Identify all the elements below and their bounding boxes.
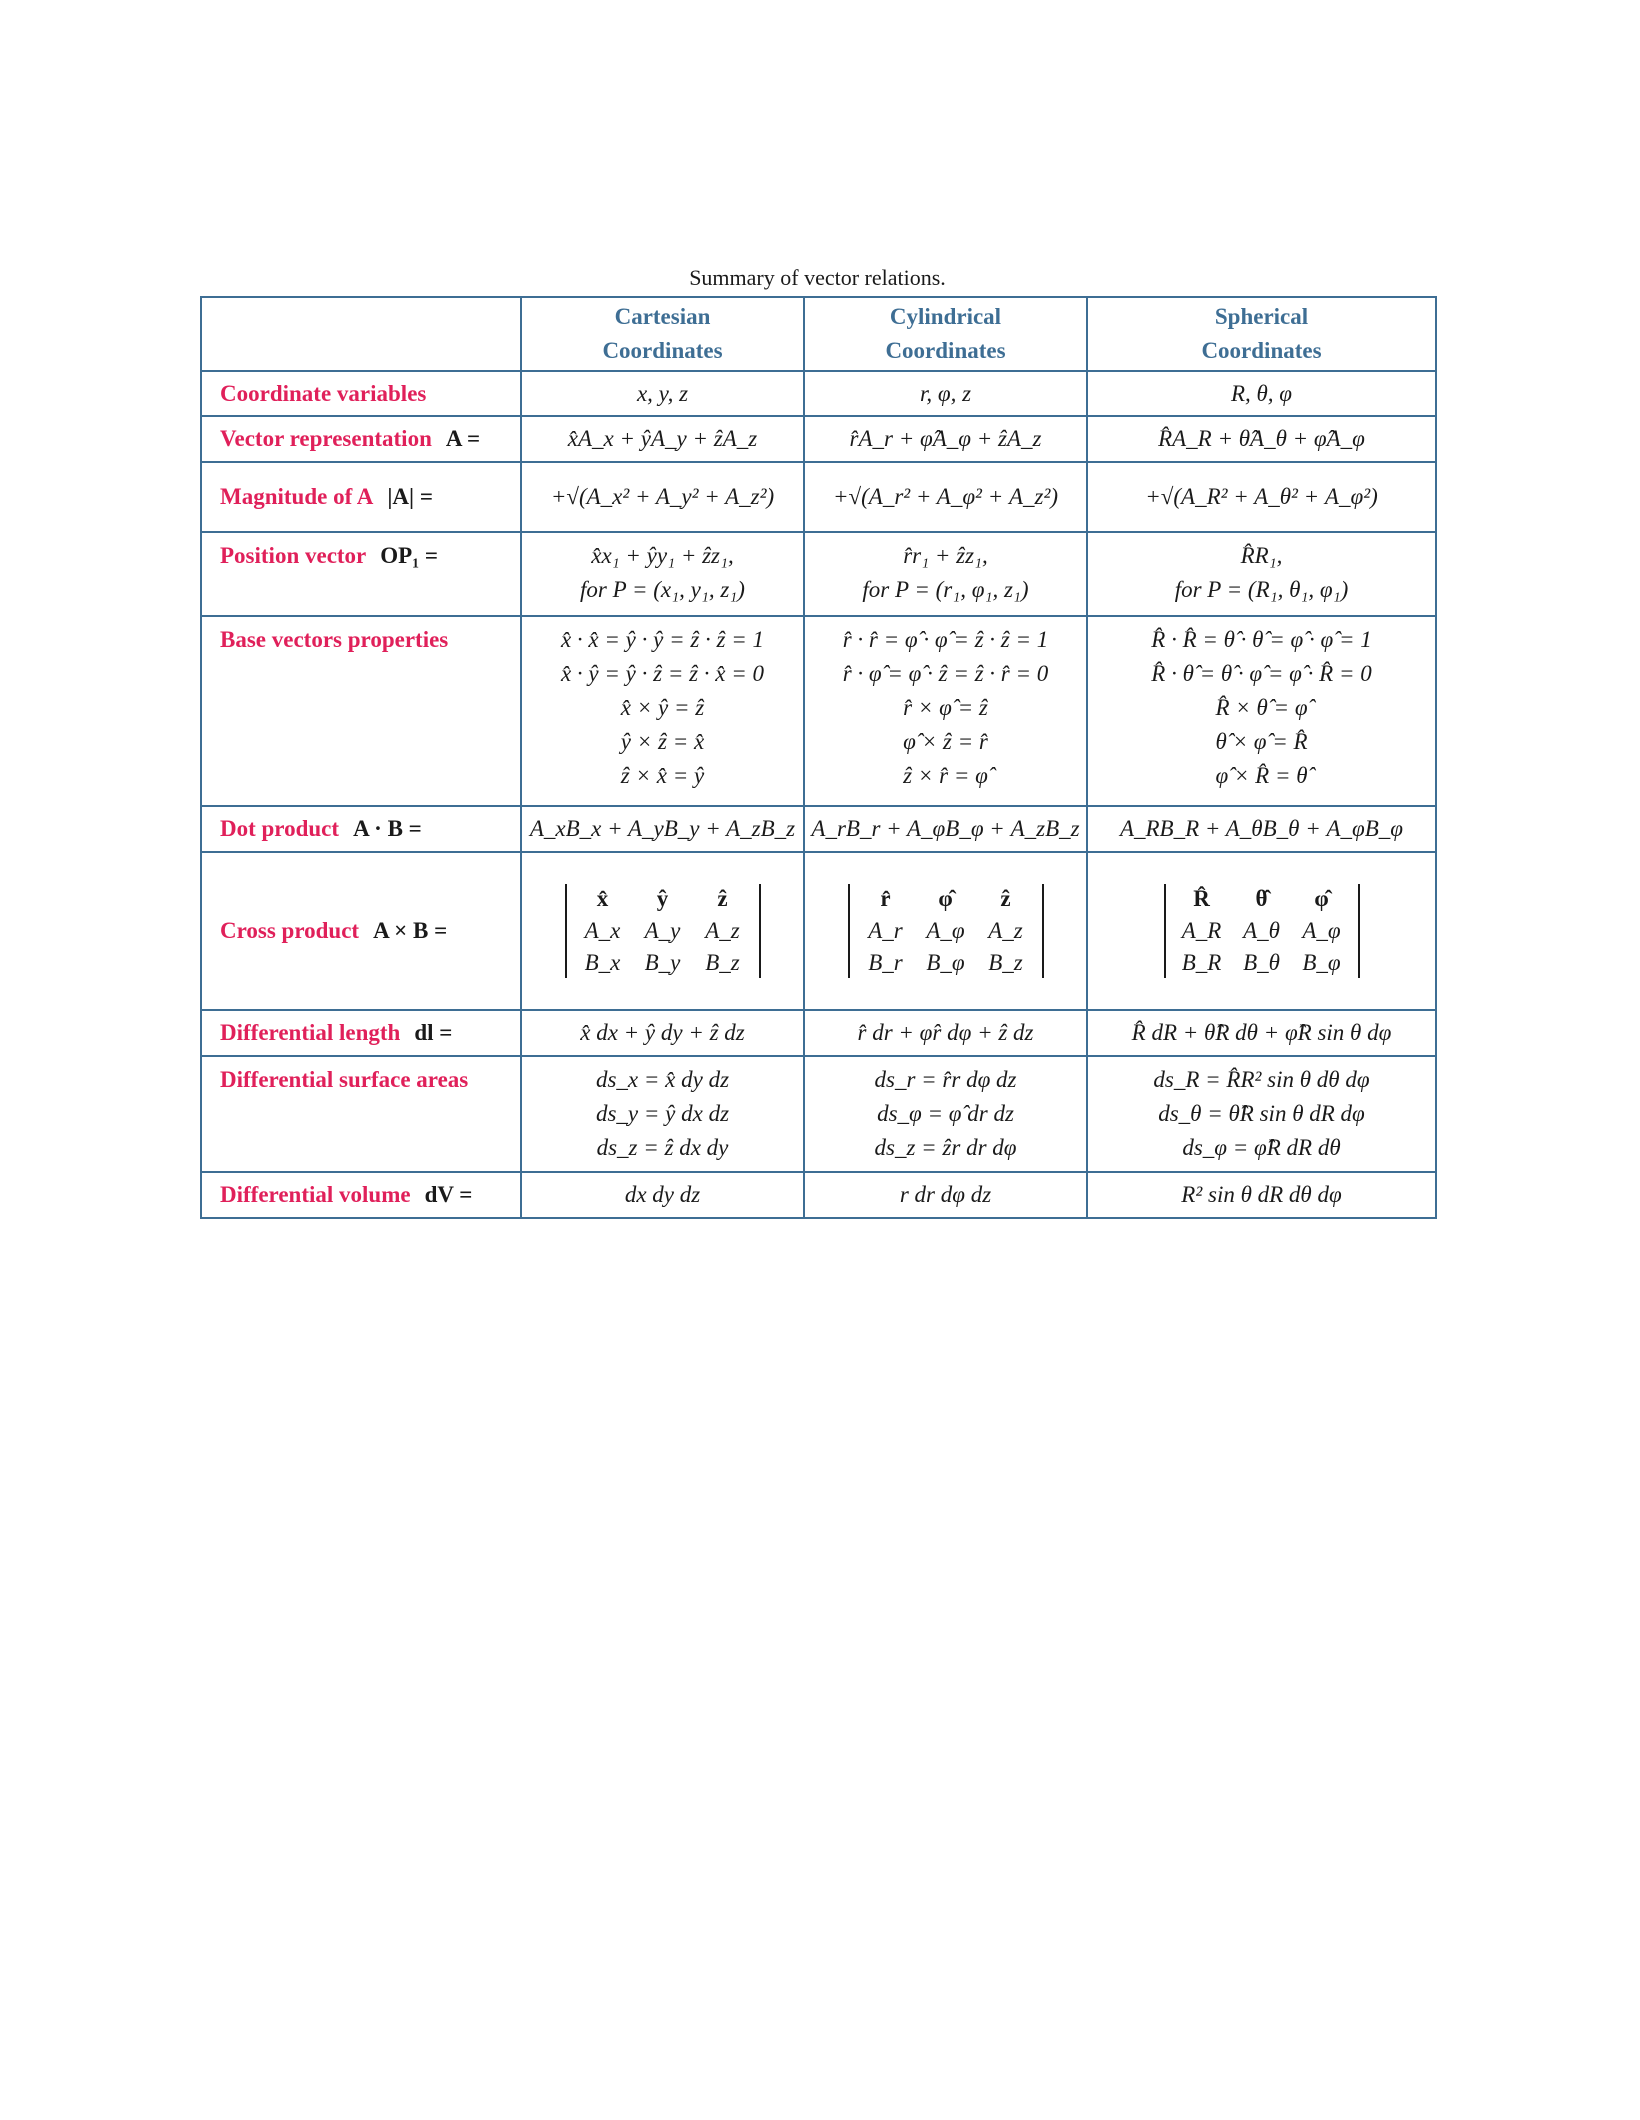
formula-line: dx dy dz — [624, 1182, 701, 1207]
formula-line: x̂ · x̂ = ŷ · ŷ = ẑ · ẑ = 1 — [560, 627, 765, 652]
determinant-matrix — [848, 884, 1044, 978]
row-label-text: Differential volume — [220, 1182, 411, 1207]
formula-line: x̂x₁ + ŷy₁ + ẑz₁, — [591, 543, 734, 568]
formula-line: R, θ, φ — [1230, 380, 1293, 406]
cell-sph — [1087, 462, 1436, 532]
formula-line: x, y, z — [636, 380, 689, 406]
formula-line: R² sin θ dR dθ dφ — [1181, 1182, 1342, 1207]
matrix-entry: B_θ — [1243, 950, 1280, 975]
row-label — [201, 1172, 521, 1218]
matrix-entry: A_φ — [1302, 918, 1341, 943]
row-label-text: Dot product — [220, 816, 340, 841]
matrix-entry: B_r — [868, 950, 903, 975]
matrix-entry: φ̂ — [938, 886, 953, 911]
row-lhs-expression: A = — [445, 426, 481, 451]
cell-sph — [1087, 1056, 1436, 1172]
formula-line: A_rB_r + A_φB_φ + A_zB_z — [811, 816, 1080, 841]
formula-line: ds_x = x̂ dy dz — [595, 1067, 730, 1092]
cell-cart — [521, 616, 804, 806]
header-cartesian-line1: Cartesian — [614, 304, 711, 329]
formula-line: R̂A_R + θ̂A_θ + φ̂A_φ — [1158, 426, 1365, 451]
matrix-entry: B_φ — [926, 950, 965, 975]
matrix-entry: A_r — [868, 918, 903, 943]
formula-line: θ̂ × φ̂ = R̂ — [1215, 729, 1308, 754]
row-label-text: Coordinate variables — [220, 380, 427, 406]
cell-cyl — [804, 532, 1087, 616]
cell-sph — [1087, 852, 1436, 1010]
matrix-entry: A_x — [584, 918, 621, 943]
formula-line: +√(A_x² + A_y² + A_z²) — [550, 484, 775, 509]
formula-line: ds_z = ẑr dr dφ — [874, 1135, 1017, 1160]
cell-cyl — [804, 1172, 1087, 1218]
table-row-dot-product — [201, 806, 1436, 852]
cell-sph — [1087, 416, 1436, 462]
matrix-entry: A_θ — [1243, 918, 1280, 943]
row-label — [201, 806, 521, 852]
formula-line: ẑ × r̂ = φ̂ — [903, 763, 988, 788]
table-row-differential-surface — [201, 1056, 1436, 1172]
table-row-base-vectors — [201, 616, 1436, 806]
row-label-text: Vector representation — [220, 426, 432, 451]
matrix-entry: A_R — [1181, 918, 1222, 943]
cell-cyl — [804, 1056, 1087, 1172]
matrix-entry: φ̂ — [1314, 886, 1329, 911]
header-blank-cell — [201, 297, 521, 371]
cell-cyl — [804, 806, 1087, 852]
cell-sph — [1087, 616, 1436, 806]
header-spherical — [1087, 297, 1436, 371]
cell-cart — [521, 1010, 804, 1056]
table-caption: Summary of vector relations. — [689, 265, 946, 290]
formula-line: r̂ · r̂ = φ̂ · φ̂ = ẑ · ẑ = 1 — [842, 627, 1049, 652]
formula-line: +√(A_R² + A_θ² + A_φ²) — [1145, 484, 1378, 509]
row-label — [201, 416, 521, 462]
row-label — [201, 852, 521, 1010]
cell-cyl — [804, 616, 1087, 806]
formula-line: ds_z = ẑ dx dy — [596, 1135, 729, 1160]
table-row-vector-representation — [201, 416, 1436, 462]
matrix-entry: B_z — [705, 950, 740, 975]
formula-line: ds_θ = θ̂R sin θ dR dφ — [1158, 1101, 1365, 1126]
determinant-matrix — [1164, 884, 1360, 978]
cell-cyl — [804, 1010, 1087, 1056]
cell-sph — [1087, 371, 1436, 416]
table-row-differential-length — [201, 1010, 1436, 1056]
row-lhs-expression: A · B = — [353, 816, 422, 841]
row-label — [201, 1010, 521, 1056]
matrix-entry: θ̂ — [1255, 886, 1268, 911]
formula-line: ds_r = r̂r dφ dz — [874, 1067, 1017, 1092]
row-label — [201, 532, 521, 616]
cell-cart — [521, 371, 804, 416]
cell-cyl — [804, 852, 1087, 1010]
header-cylindrical-line2: Coordinates — [885, 338, 1006, 363]
matrix-entry: R̂ — [1193, 886, 1210, 911]
row-lhs-expression: OP₁ = — [380, 543, 438, 568]
cell-cyl — [804, 416, 1087, 462]
cell-cart — [521, 1056, 804, 1172]
vector-relations-table — [200, 296, 1437, 1219]
header-cartesian — [521, 297, 804, 371]
row-label — [201, 616, 521, 806]
table-row-magnitude — [201, 462, 1436, 532]
matrix-entry: A_z — [705, 918, 740, 943]
formula-line: r, φ, z — [919, 380, 972, 406]
cell-cart — [521, 806, 804, 852]
formula-line: ẑ × x̂ = ŷ — [620, 763, 705, 788]
formula-line: r̂A_r + φ̂A_φ + ẑA_z — [849, 426, 1042, 451]
formula-line: R̂ × θ̂ = φ̂ — [1215, 695, 1308, 720]
matrix-entry: r̂ — [880, 886, 891, 911]
cell-sph — [1087, 532, 1436, 616]
matrix-entry: x̂ — [596, 886, 609, 911]
formula-line: R̂ · R̂ = θ̂ · θ̂ = φ̂ · φ̂ = 1 — [1151, 627, 1372, 652]
cell-cart — [521, 532, 804, 616]
formula-line: ds_y = ŷ dx dz — [595, 1101, 730, 1126]
matrix-entry: B_y — [644, 950, 681, 975]
matrix-entry: ẑ — [1000, 886, 1011, 911]
matrix-entry: B_φ — [1302, 950, 1341, 975]
formula-line: ŷ × ẑ = x̂ — [620, 729, 705, 754]
matrix-entry: A_z — [988, 918, 1023, 943]
matrix-entry: B_x — [584, 950, 621, 975]
matrix-entry: A_φ — [926, 918, 965, 943]
cell-cart — [521, 1172, 804, 1218]
row-label-text: Differential length — [220, 1020, 401, 1045]
row-lhs-expression: dV = — [424, 1182, 473, 1207]
formula-line: x̂A_x + ŷA_y + ẑA_z — [567, 426, 758, 451]
formula-line: r̂r₁ + ẑz₁, — [903, 543, 988, 568]
formula-line: for P = (x₁, y₁, z₁) — [580, 577, 745, 602]
matrix-entry: A_y — [644, 918, 681, 943]
cell-sph — [1087, 1010, 1436, 1056]
row-lhs-expression: |A| = — [387, 484, 433, 509]
cell-cart — [521, 416, 804, 462]
cell-cyl — [804, 371, 1087, 416]
matrix-entry: B_R — [1181, 950, 1222, 975]
formula-line: r̂ dr + φ̂r dφ + ẑ dz — [857, 1020, 1034, 1045]
matrix-entry: ẑ — [717, 886, 728, 911]
row-label-text: Cross product — [220, 918, 360, 943]
formula-line: ds_φ = φ̂ dr dz — [877, 1101, 1014, 1126]
formula-line: R̂R₁, — [1240, 543, 1283, 568]
row-lhs-expression: dl = — [414, 1020, 453, 1045]
cell-sph — [1087, 806, 1436, 852]
row-label-text: Base vectors properties — [220, 627, 449, 652]
matrix-entry: B_z — [988, 950, 1023, 975]
formula-line: x̂ · ŷ = ŷ · ẑ = ẑ · x̂ = 0 — [560, 661, 765, 686]
formula-line: A_xB_x + A_yB_y + A_zB_z — [529, 816, 796, 841]
matrix-entry: ŷ — [656, 886, 669, 911]
formula-line: ds_R = R̂R² sin θ dθ dφ — [1153, 1067, 1370, 1092]
row-label-text: Magnitude of A — [220, 484, 374, 509]
row-label-text: Differential surface areas — [220, 1067, 469, 1092]
formula-line: A_RB_R + A_θB_θ + A_φB_φ — [1119, 816, 1404, 841]
formula-line: for P = (r₁, φ₁, z₁) — [862, 577, 1029, 602]
formula-line: φ̂ × ẑ = r̂ — [903, 729, 988, 754]
cell-cart — [521, 852, 804, 1010]
formula-line: R̂ · θ̂ = θ̂ · φ̂ = φ̂ · R̂ = 0 — [1151, 661, 1372, 686]
table-row-cross-product — [201, 852, 1436, 1010]
row-label — [201, 462, 521, 532]
row-label — [201, 371, 521, 416]
formula-line: r dr dφ dz — [899, 1182, 992, 1207]
formula-line: φ̂ × R̂ = θ̂ — [1215, 763, 1308, 788]
header-cartesian-line2: Coordinates — [602, 338, 723, 363]
table-row-position-vector — [201, 532, 1436, 616]
row-label — [201, 1056, 521, 1172]
cell-cart — [521, 462, 804, 532]
formula-line: x̂ × ŷ = ẑ — [620, 695, 705, 720]
header-spherical-line2: Coordinates — [1201, 338, 1322, 363]
cell-sph — [1087, 1172, 1436, 1218]
row-label-text: Position vector — [220, 543, 367, 568]
header-cylindrical-line1: Cylindrical — [889, 304, 1002, 329]
table-row-differential-volume — [201, 1172, 1436, 1218]
header-spherical-line1: Spherical — [1214, 304, 1309, 329]
row-lhs-expression: A × B = — [373, 918, 448, 943]
table-row-coordinate-variables — [201, 371, 1436, 416]
formula-line: R̂ dR + θ̂R dθ + φ̂R sin θ dφ — [1131, 1020, 1392, 1045]
formula-line: r̂ × φ̂ = ẑ — [903, 695, 988, 720]
formula-line: x̂ dx + ŷ dy + ẑ dz — [580, 1020, 745, 1045]
formula-line: r̂ · φ̂ = φ̂ · ẑ = ẑ · r̂ = 0 — [842, 661, 1049, 686]
cell-cyl — [804, 462, 1087, 532]
header-row — [201, 297, 1436, 371]
formula-line: ds_φ = φ̂R dR dθ — [1182, 1135, 1341, 1160]
formula-line: +√(A_r² + A_φ² + A_z²) — [832, 484, 1059, 509]
formula-line: for P = (R₁, θ₁, φ₁) — [1174, 577, 1349, 602]
header-cylindrical — [804, 297, 1087, 371]
determinant-matrix — [565, 884, 761, 978]
